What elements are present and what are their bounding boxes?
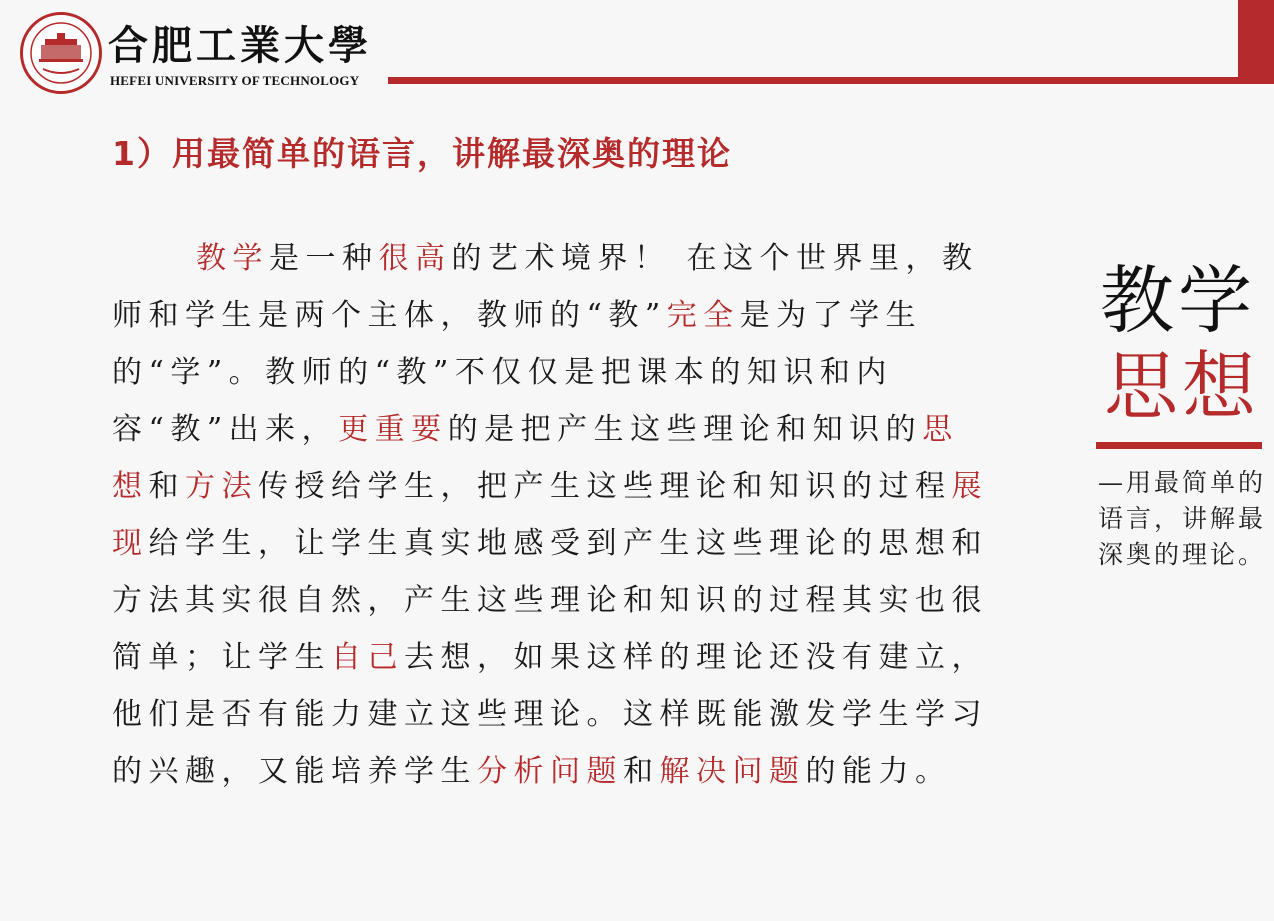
body-text-segment: 传授给学生，把产生这些理论和知识的过程 [258, 469, 952, 504]
side-title-line2: 思想 [1104, 344, 1260, 430]
body-text-segment: 的能力。 [805, 754, 952, 789]
highlighted-text: 方法 [185, 469, 258, 504]
body-text-segment: 的艺术境界！ 在这个世界里，教师和学生是两个主体，教师的“教” [112, 241, 979, 333]
header-divider [388, 77, 1248, 84]
side-divider [1096, 442, 1262, 449]
highlighted-text: 更重要 [338, 412, 448, 447]
body-text-segment: 给学生，让学生真实地感受到产生这些理论的思想和方法其实很自然，产生这些理论和知识的过程其实也很简单；让学生 [112, 526, 988, 675]
body-text-segment: 是一种 [269, 241, 379, 276]
highlighted-text: 解决问题 [659, 754, 806, 789]
body-text-segment: 和 [148, 469, 185, 504]
side-panel [1090, 258, 1274, 573]
highlighted-text: 很高 [378, 241, 452, 276]
slide-header [0, 0, 1274, 100]
highlighted-text: 展现 [112, 469, 988, 561]
highlighted-text: 完全 [666, 298, 740, 333]
body-text-segment: 的是把产生这些理论和知识的 [447, 412, 923, 447]
side-caption: —用最简单的语言，讲解最深奥的理论。 [1098, 468, 1267, 569]
university-name-cn: 合肥工業大學 [108, 22, 372, 69]
university-name-en: HEFEI UNIVERSITY OF TECHNOLOGY [110, 73, 360, 88]
highlighted-text: 分析问题 [477, 754, 623, 789]
section-title: 1）用最简单的语言，讲解最深奥的理论 [112, 134, 732, 173]
body-text-segment: 去想，如果这样的理论还没有建立，他们是否有能力建立这些理论。这样既能激发学生学习的兴趣，又能培养学生 [112, 640, 988, 789]
highlighted-text: 教学 [196, 241, 269, 276]
highlighted-text: 思想 [112, 412, 959, 504]
header-accent-block [1238, 0, 1274, 84]
body-paragraph [112, 230, 992, 800]
side-title-line1: 教学 [1100, 258, 1256, 344]
highlighted-text: 自己 [331, 640, 404, 675]
university-seal-logo [20, 12, 102, 94]
body-text-segment: 和 [623, 754, 660, 789]
body-text-segment: 是为了学生的“学”。教师的“教”不仅仅是把课本的知识和内容“教”出来， [112, 298, 923, 447]
